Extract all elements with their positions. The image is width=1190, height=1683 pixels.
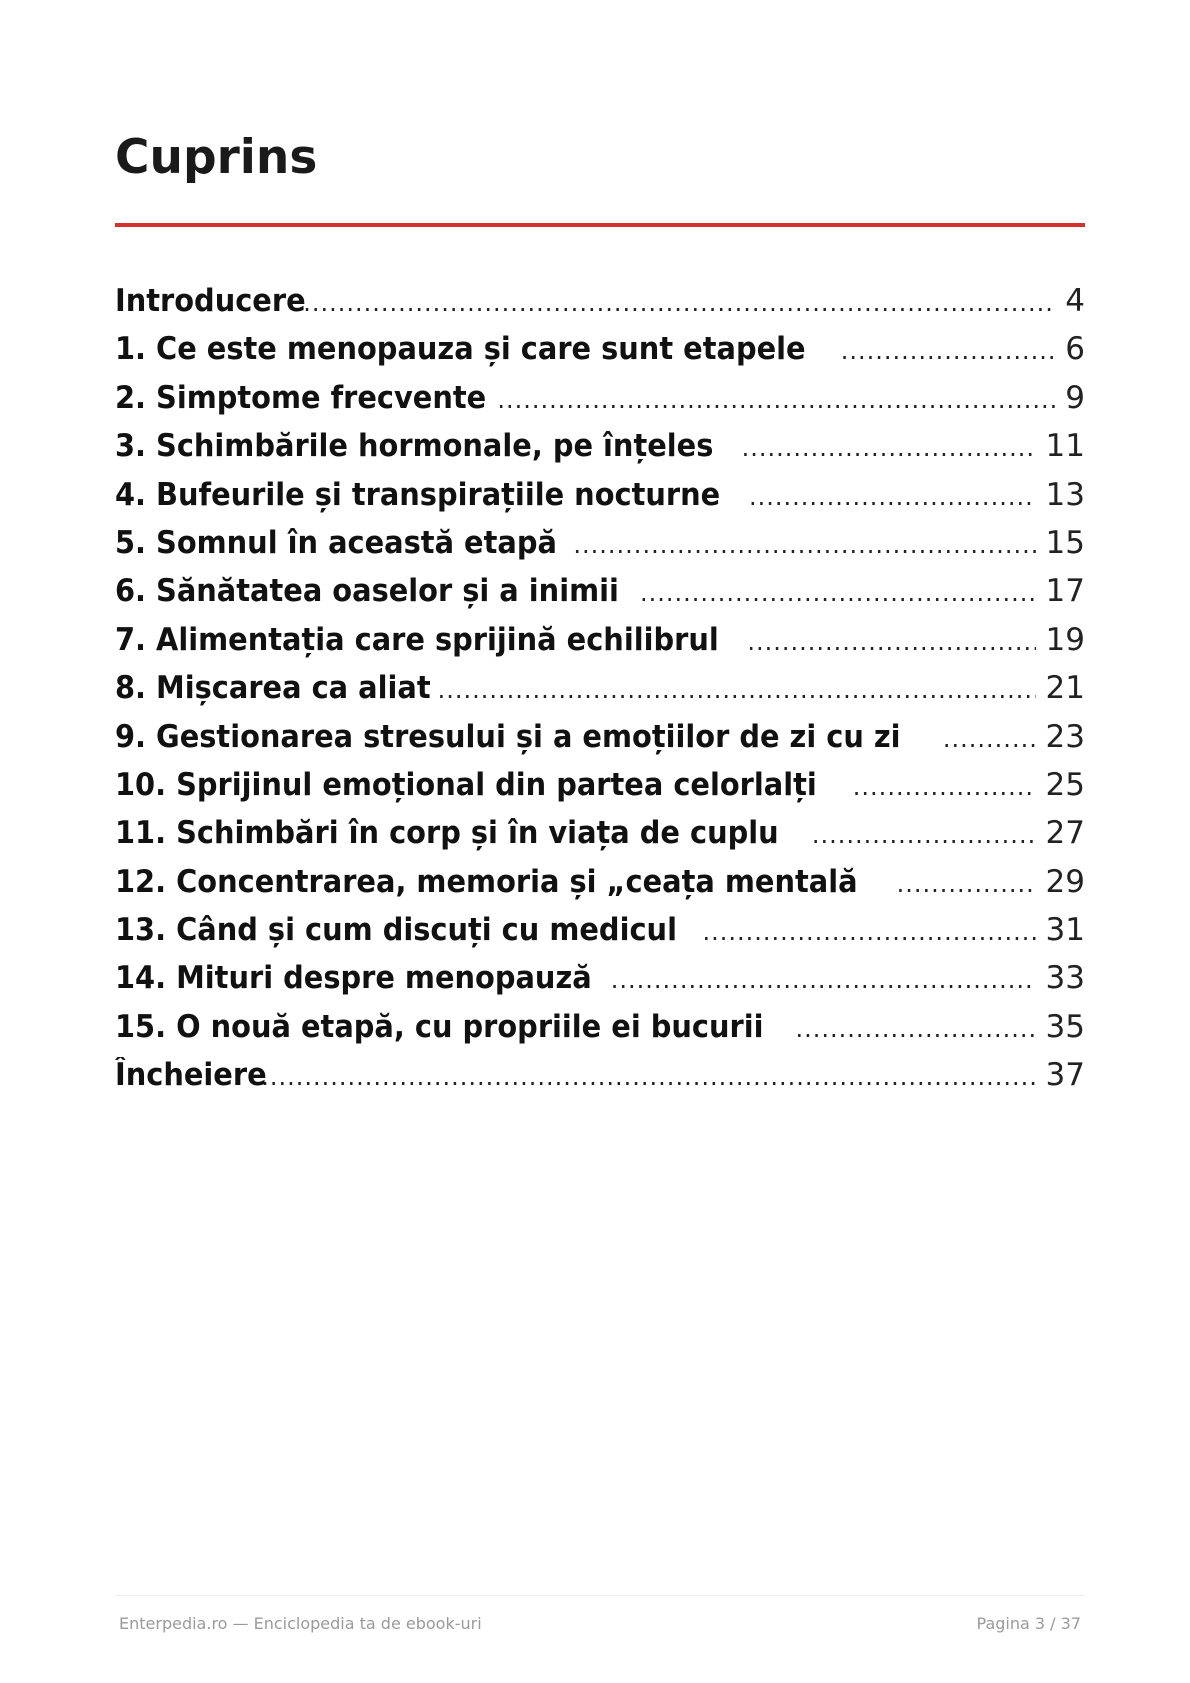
dot-leader	[303, 279, 1055, 325]
toc-entry-page-number: 27	[1045, 815, 1085, 852]
dot-leader	[702, 908, 1035, 954]
toc-entry[interactable]	[115, 761, 1085, 809]
toc-entry-title: 3. Schimbările hormonale, pe înțeles	[115, 428, 714, 465]
toc-entry[interactable]	[115, 858, 1085, 906]
toc-entry[interactable]	[115, 906, 1085, 954]
dot-leader	[261, 1053, 1035, 1099]
toc-entry[interactable]	[115, 616, 1085, 664]
toc-entry-title: 7. Alimentația care sprijină echilibrul	[115, 621, 719, 658]
dot-leader	[747, 618, 1035, 664]
toc-entry[interactable]	[115, 713, 1085, 761]
footer-site-name: Enterpedia.ro — Enciclopedia ta de ebook-uri	[119, 1614, 482, 1633]
dot-leader	[742, 424, 1036, 470]
footer-divider	[115, 1595, 1085, 1596]
toc-entry[interactable]	[115, 809, 1085, 857]
dot-leader	[438, 666, 1036, 712]
toc-entry-title: Încheiere	[115, 1057, 267, 1094]
dot-leader	[943, 715, 1036, 761]
toc-entry-title: Introducere	[115, 283, 306, 319]
dot-leader	[853, 763, 1036, 809]
table-of-contents	[115, 277, 1085, 1100]
toc-entry-page-number: 37	[1045, 1057, 1085, 1094]
toc-entry[interactable]	[115, 277, 1085, 325]
toc-entry-page-number: 15	[1045, 524, 1085, 561]
toc-entry-page-number: 13	[1045, 476, 1085, 513]
toc-entry-page-number: 33	[1045, 960, 1085, 997]
toc-entry-title: 10. Sprijinul emoțional din partea celorlalți	[115, 766, 817, 803]
toc-entry[interactable]	[115, 1003, 1085, 1051]
dot-leader	[573, 521, 1035, 567]
toc-entry-title: 6. Sănătatea oaselor și a inimii	[115, 573, 619, 610]
dot-leader	[796, 1005, 1036, 1051]
toc-entry[interactable]	[115, 325, 1085, 373]
toc-entry-page-number: 19	[1045, 621, 1085, 658]
toc-entry[interactable]	[115, 374, 1085, 422]
page-title: Cuprins	[115, 130, 318, 185]
toc-entry-title: 8. Mișcarea ca aliat	[115, 670, 431, 707]
toc-entry-page-number: 11	[1045, 428, 1085, 465]
toc-entry[interactable]	[115, 1051, 1085, 1099]
toc-entry-page-number: 9	[1065, 379, 1085, 416]
toc-entry-page-number: 23	[1045, 718, 1085, 755]
toc-entry-title: 1. Ce este menopauza și care sunt etapele	[115, 331, 806, 368]
footer-page-indicator: Pagina 3 / 37	[976, 1614, 1081, 1633]
toc-entry-page-number: 4	[1065, 283, 1085, 319]
title-divider	[115, 223, 1085, 227]
toc-entry-title: 5. Somnul în această etapă	[115, 524, 557, 561]
toc-entry[interactable]	[115, 567, 1085, 615]
toc-entry-title: 14. Mituri despre menopauză	[115, 960, 592, 997]
dot-leader	[497, 376, 1055, 422]
dot-leader	[611, 956, 1036, 1002]
toc-entry-page-number: 6	[1065, 331, 1085, 368]
toc-entry-page-number: 35	[1045, 1008, 1085, 1045]
toc-entry-title: 11. Schimbări în corp și în viața de cuplu	[115, 815, 779, 852]
toc-entry-page-number: 31	[1045, 912, 1085, 949]
toc-entry-title: 4. Bufeurile și transpirațiile nocturne	[115, 476, 721, 513]
toc-entry-title: 2. Simptome frecvente	[115, 379, 487, 416]
dot-leader	[749, 473, 1036, 519]
dot-leader	[812, 811, 1036, 857]
toc-entry-page-number: 17	[1045, 573, 1085, 610]
toc-entry[interactable]	[115, 664, 1085, 712]
toc-entry-page-number: 29	[1045, 863, 1085, 900]
dot-leader	[841, 327, 1056, 373]
toc-entry-page-number: 21	[1045, 670, 1085, 707]
toc-entry-title: 12. Concentrarea, memoria și „ceața mentală	[115, 863, 858, 900]
dot-leader	[640, 569, 1036, 615]
toc-entry[interactable]	[115, 519, 1085, 567]
toc-entry-title: 9. Gestionarea stresului și a emoțiilor de zi cu zi	[115, 718, 901, 755]
dot-leader	[897, 860, 1036, 906]
toc-entry[interactable]	[115, 954, 1085, 1002]
toc-entry-title: 13. Când și cum discuți cu medicul	[115, 912, 677, 949]
toc-entry[interactable]	[115, 471, 1085, 519]
toc-entry-title: 15. O nouă etapă, cu propriile ei bucurii	[115, 1008, 764, 1045]
toc-entry[interactable]	[115, 422, 1085, 470]
toc-entry-page-number: 25	[1045, 766, 1085, 803]
